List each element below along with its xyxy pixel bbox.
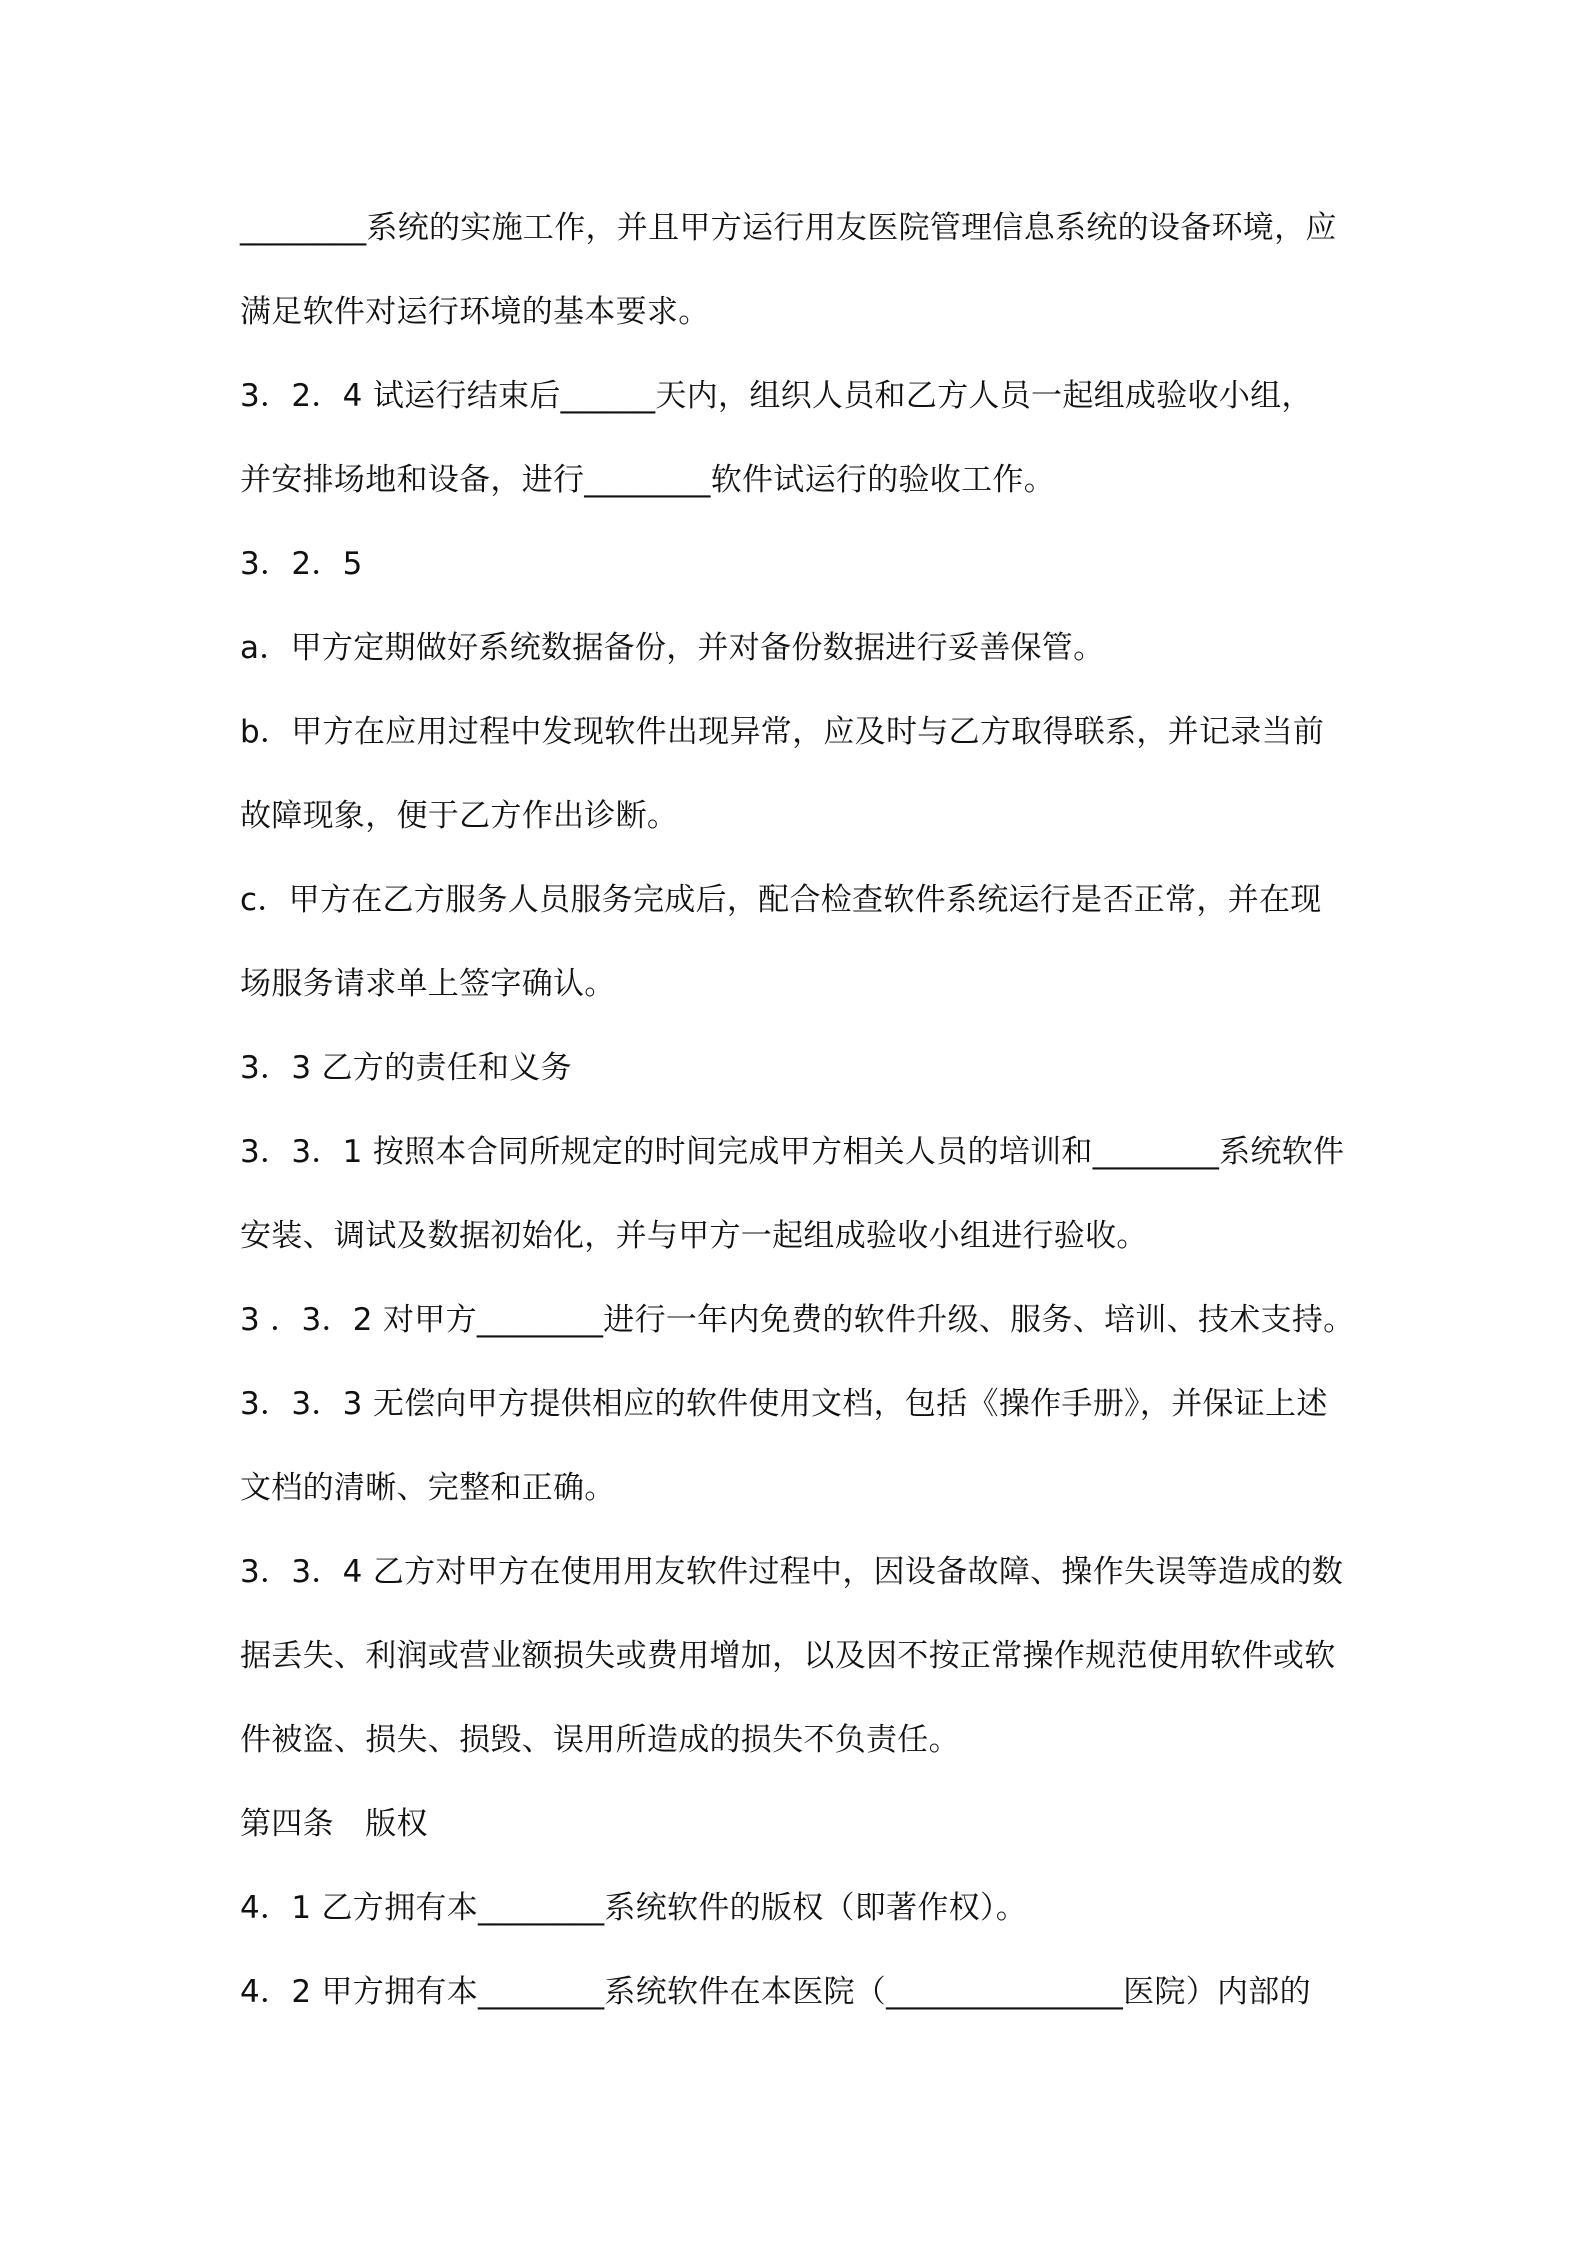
text-line: 3．3．3 无偿向甲方提供相应的软件使用文档，包括《操作手册》，并保证上述 xyxy=(240,1386,1328,1422)
text-line: 3．2．4 试运行结束后______天内，组织人员和乙方人员一起组成验收小组， xyxy=(240,378,1313,414)
article-heading: 第四条 版权 xyxy=(240,1806,428,1842)
text-line: 3．3．1 按照本合同所规定的时间完成甲方相关人员的培训和________系统软件 xyxy=(240,1134,1345,1170)
text-line: ________系统的实施工作，并且甲方运行用友医院管理信息系统的设备环境，应 xyxy=(240,210,1337,246)
text-line: 场服务请求单上签字确认。 xyxy=(240,966,616,1002)
text-line: 故障现象，便于乙方作出诊断。 xyxy=(240,798,679,834)
document-body xyxy=(240,204,1370,2052)
text-line: 据丢失、利润或营业额损失或费用增加，以及因不按正常操作规范使用软件或软 xyxy=(240,1638,1336,1674)
text-line: 3 ．3．2 对甲方________进行一年内免费的软件升级、服务、培训、技术支持。 xyxy=(240,1302,1355,1338)
text-line: 安装、调试及数据初始化，并与甲方一起组成验收小组进行验收。 xyxy=(240,1218,1148,1254)
text-line: a．甲方定期做好系统数据备份，并对备份数据进行妥善保管。 xyxy=(240,630,1105,666)
text-line: 4．2 甲方拥有本________系统软件在本医院（_______________医院）内部的 xyxy=(240,1974,1311,2010)
text-line: 3．2．5 xyxy=(240,546,363,582)
text-line: c．甲方在乙方服务人员服务完成后，配合检查软件系统运行是否正常，并在现 xyxy=(240,882,1322,918)
text-line: 件被盗、损失、损毁、误用所造成的损失不负责任。 xyxy=(240,1722,960,1758)
text-line: 3．3．4 乙方对甲方在使用用友软件过程中，因设备故障、操作失误等造成的数 xyxy=(240,1554,1344,1590)
text-line: 文档的清晰、完整和正确。 xyxy=(240,1470,616,1506)
text-line: 4．1 乙方拥有本________系统软件的版权（即著作权）。 xyxy=(240,1890,1028,1926)
text-line: 满足软件对运行环境的基本要求。 xyxy=(240,294,710,330)
section-heading: 3．3 乙方的责任和义务 xyxy=(240,1050,572,1086)
text-line: 并安排场地和设备，进行________软件试运行的验收工作。 xyxy=(240,462,1055,498)
text-line: b．甲方在应用过程中发现软件出现异常，应及时与乙方取得联系，并记录当前 xyxy=(240,714,1325,750)
